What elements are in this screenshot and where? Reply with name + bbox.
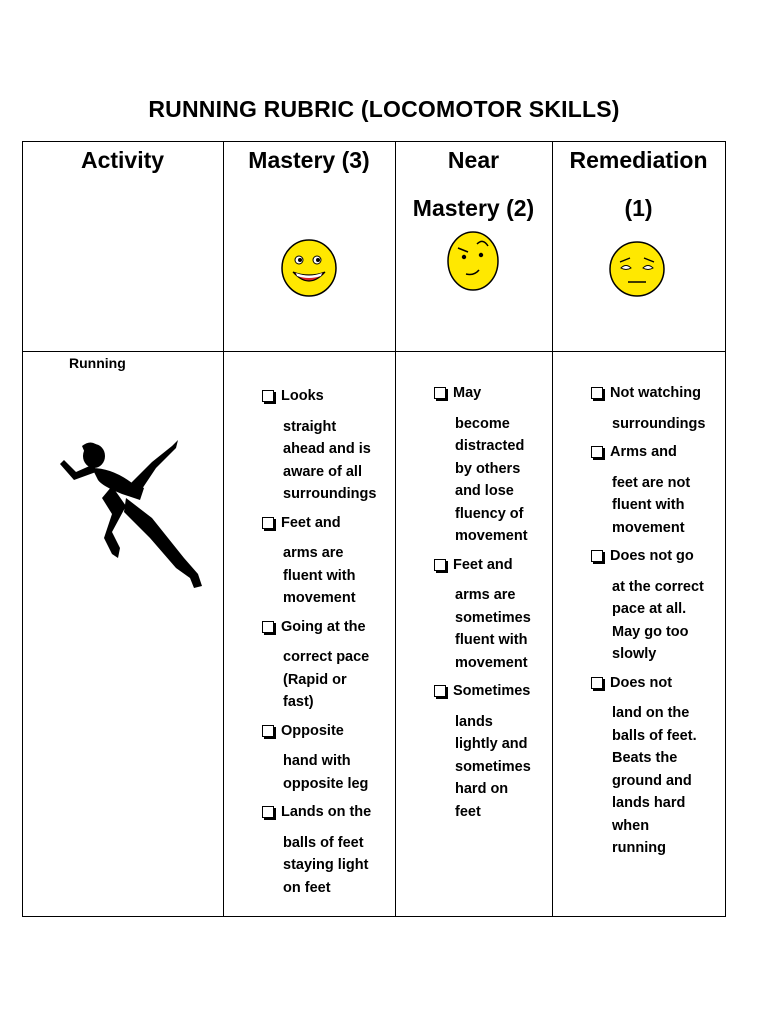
criterion-text: hard on: [455, 781, 509, 797]
header-remediation-line2: (1): [624, 195, 653, 221]
criterion-text: at the correct: [612, 578, 704, 595]
header-remediation: [552, 136, 725, 232]
criterion-text: fast): [283, 694, 314, 710]
criterion-text: opposite leg: [283, 775, 369, 792]
thinking-smiley-face-icon: [446, 230, 500, 292]
mastery-criterion: [262, 720, 394, 796]
header-near-mastery-line2: Mastery (2): [412, 195, 535, 221]
criterion-text: and lose: [455, 483, 514, 499]
happy-smiley-face-icon: [280, 238, 338, 298]
column-divider: [552, 141, 553, 917]
checkbox-icon[interactable]: [591, 446, 603, 458]
checkbox-icon[interactable]: [591, 387, 603, 399]
checkbox-icon[interactable]: [591, 550, 603, 562]
criterion-text: ground and: [612, 772, 692, 789]
column-divider: [223, 141, 224, 917]
remediation-criterion: [591, 672, 723, 860]
criterion-text: balls of feet: [283, 834, 364, 851]
table-border-right: [725, 141, 726, 917]
header-near-mastery-line1: Near: [447, 147, 500, 173]
criterion-text: ahead and is: [283, 441, 371, 457]
checkbox-icon[interactable]: [434, 387, 446, 399]
criterion-text: slowly: [612, 646, 657, 662]
criterion-text: fluent with: [455, 632, 528, 648]
criterion-title: Looks: [281, 388, 324, 404]
criterion-title: May: [453, 385, 482, 401]
criterion-text: feet are not: [612, 474, 691, 491]
remediation-criteria: [591, 382, 723, 860]
activity-name: Running: [69, 355, 126, 371]
header-mastery: Mastery (3): [248, 147, 370, 173]
criterion-text: distracted: [455, 438, 525, 454]
criterion-text: on feet: [283, 879, 331, 896]
near-mastery-criterion: [434, 382, 550, 548]
worried-smiley-face-icon: [608, 240, 666, 298]
remediation-criterion: [591, 545, 723, 666]
header-near-mastery: [395, 136, 552, 232]
criterion-text: sometimes: [455, 609, 531, 626]
checkbox-icon[interactable]: [262, 621, 274, 633]
mastery-criterion: [262, 512, 394, 610]
criterion-text: aware of all: [283, 463, 362, 480]
criterion-text: movement: [612, 519, 685, 536]
criterion-text: Beats the: [612, 750, 678, 766]
remediation-criterion: [591, 441, 723, 539]
criterion-title: Lands on the: [281, 804, 372, 820]
near-mastery-criterion: [434, 680, 550, 823]
column-divider: [395, 141, 396, 917]
criterion-text: staying light: [283, 857, 369, 873]
criterion-text: balls of feet.: [612, 727, 697, 744]
criterion-text: movement: [455, 528, 528, 544]
criterion-text: movement: [455, 654, 528, 671]
checkbox-icon[interactable]: [591, 677, 603, 689]
page-title: RUNNING RUBRIC (LOCOMOTOR SKILLS): [148, 96, 620, 122]
checkbox-icon[interactable]: [262, 725, 274, 737]
criterion-title: Going at the: [281, 618, 366, 635]
criterion-text: May go too: [612, 623, 689, 640]
criterion-title: Not watching: [610, 385, 702, 401]
criterion-text: fluency of: [455, 505, 524, 522]
near-mastery-criteria: [434, 382, 550, 823]
checkbox-icon[interactable]: [262, 806, 274, 818]
table-border-bottom: [22, 916, 726, 917]
criterion-text: pace at all.: [612, 601, 687, 617]
criterion-text: hand with: [283, 753, 351, 769]
criterion-text: lightly and: [455, 736, 528, 752]
criterion-text: arms are: [283, 545, 344, 561]
header-divider: [22, 351, 726, 352]
checkbox-icon[interactable]: [434, 685, 446, 697]
criterion-text: fluent with: [283, 567, 356, 584]
criterion-text: lands hard: [612, 795, 686, 811]
criterion-title: Opposite: [281, 722, 344, 739]
criterion-text: become: [455, 415, 510, 432]
criterion-text: arms are: [455, 587, 516, 603]
criterion-text: fluent with: [612, 497, 685, 513]
mastery-criterion: [262, 616, 394, 714]
criterion-text: surroundings: [283, 486, 377, 502]
header-activity: Activity: [80, 147, 165, 173]
checkbox-icon[interactable]: [262, 517, 274, 529]
running-silhouette-icon: [52, 428, 212, 600]
near-mastery-criterion: [434, 554, 550, 675]
mastery-criterion: [262, 801, 394, 899]
criterion-text: correct pace: [283, 649, 370, 665]
criterion-text: sometimes: [455, 758, 531, 775]
criterion-text: movement: [283, 590, 356, 606]
criterion-text: surroundings: [612, 415, 706, 432]
criterion-text: when: [612, 817, 650, 834]
criterion-title: Does not: [610, 674, 673, 691]
criterion-text: (Rapid or: [283, 671, 347, 688]
criterion-title: Does not go: [610, 548, 694, 564]
remediation-criterion: [591, 382, 723, 435]
criterion-text: land on the: [612, 705, 690, 721]
checkbox-icon[interactable]: [434, 559, 446, 571]
criterion-title: Arms and: [610, 444, 677, 460]
criterion-text: lands: [455, 713, 493, 730]
criterion-title: Feet and: [281, 514, 341, 531]
checkbox-icon[interactable]: [262, 390, 274, 402]
table-border-left: [22, 141, 23, 917]
mastery-criterion: [262, 385, 394, 506]
header-remediation-line1: Remediation: [569, 147, 708, 173]
criterion-text: running: [612, 840, 666, 856]
criterion-text: by others: [455, 460, 521, 477]
criterion-text: straight: [283, 418, 337, 435]
criterion-title: Sometimes: [453, 683, 531, 699]
criterion-text: feet: [455, 803, 481, 820]
mastery-criteria: [262, 385, 394, 899]
criterion-title: Feet and: [453, 556, 513, 573]
